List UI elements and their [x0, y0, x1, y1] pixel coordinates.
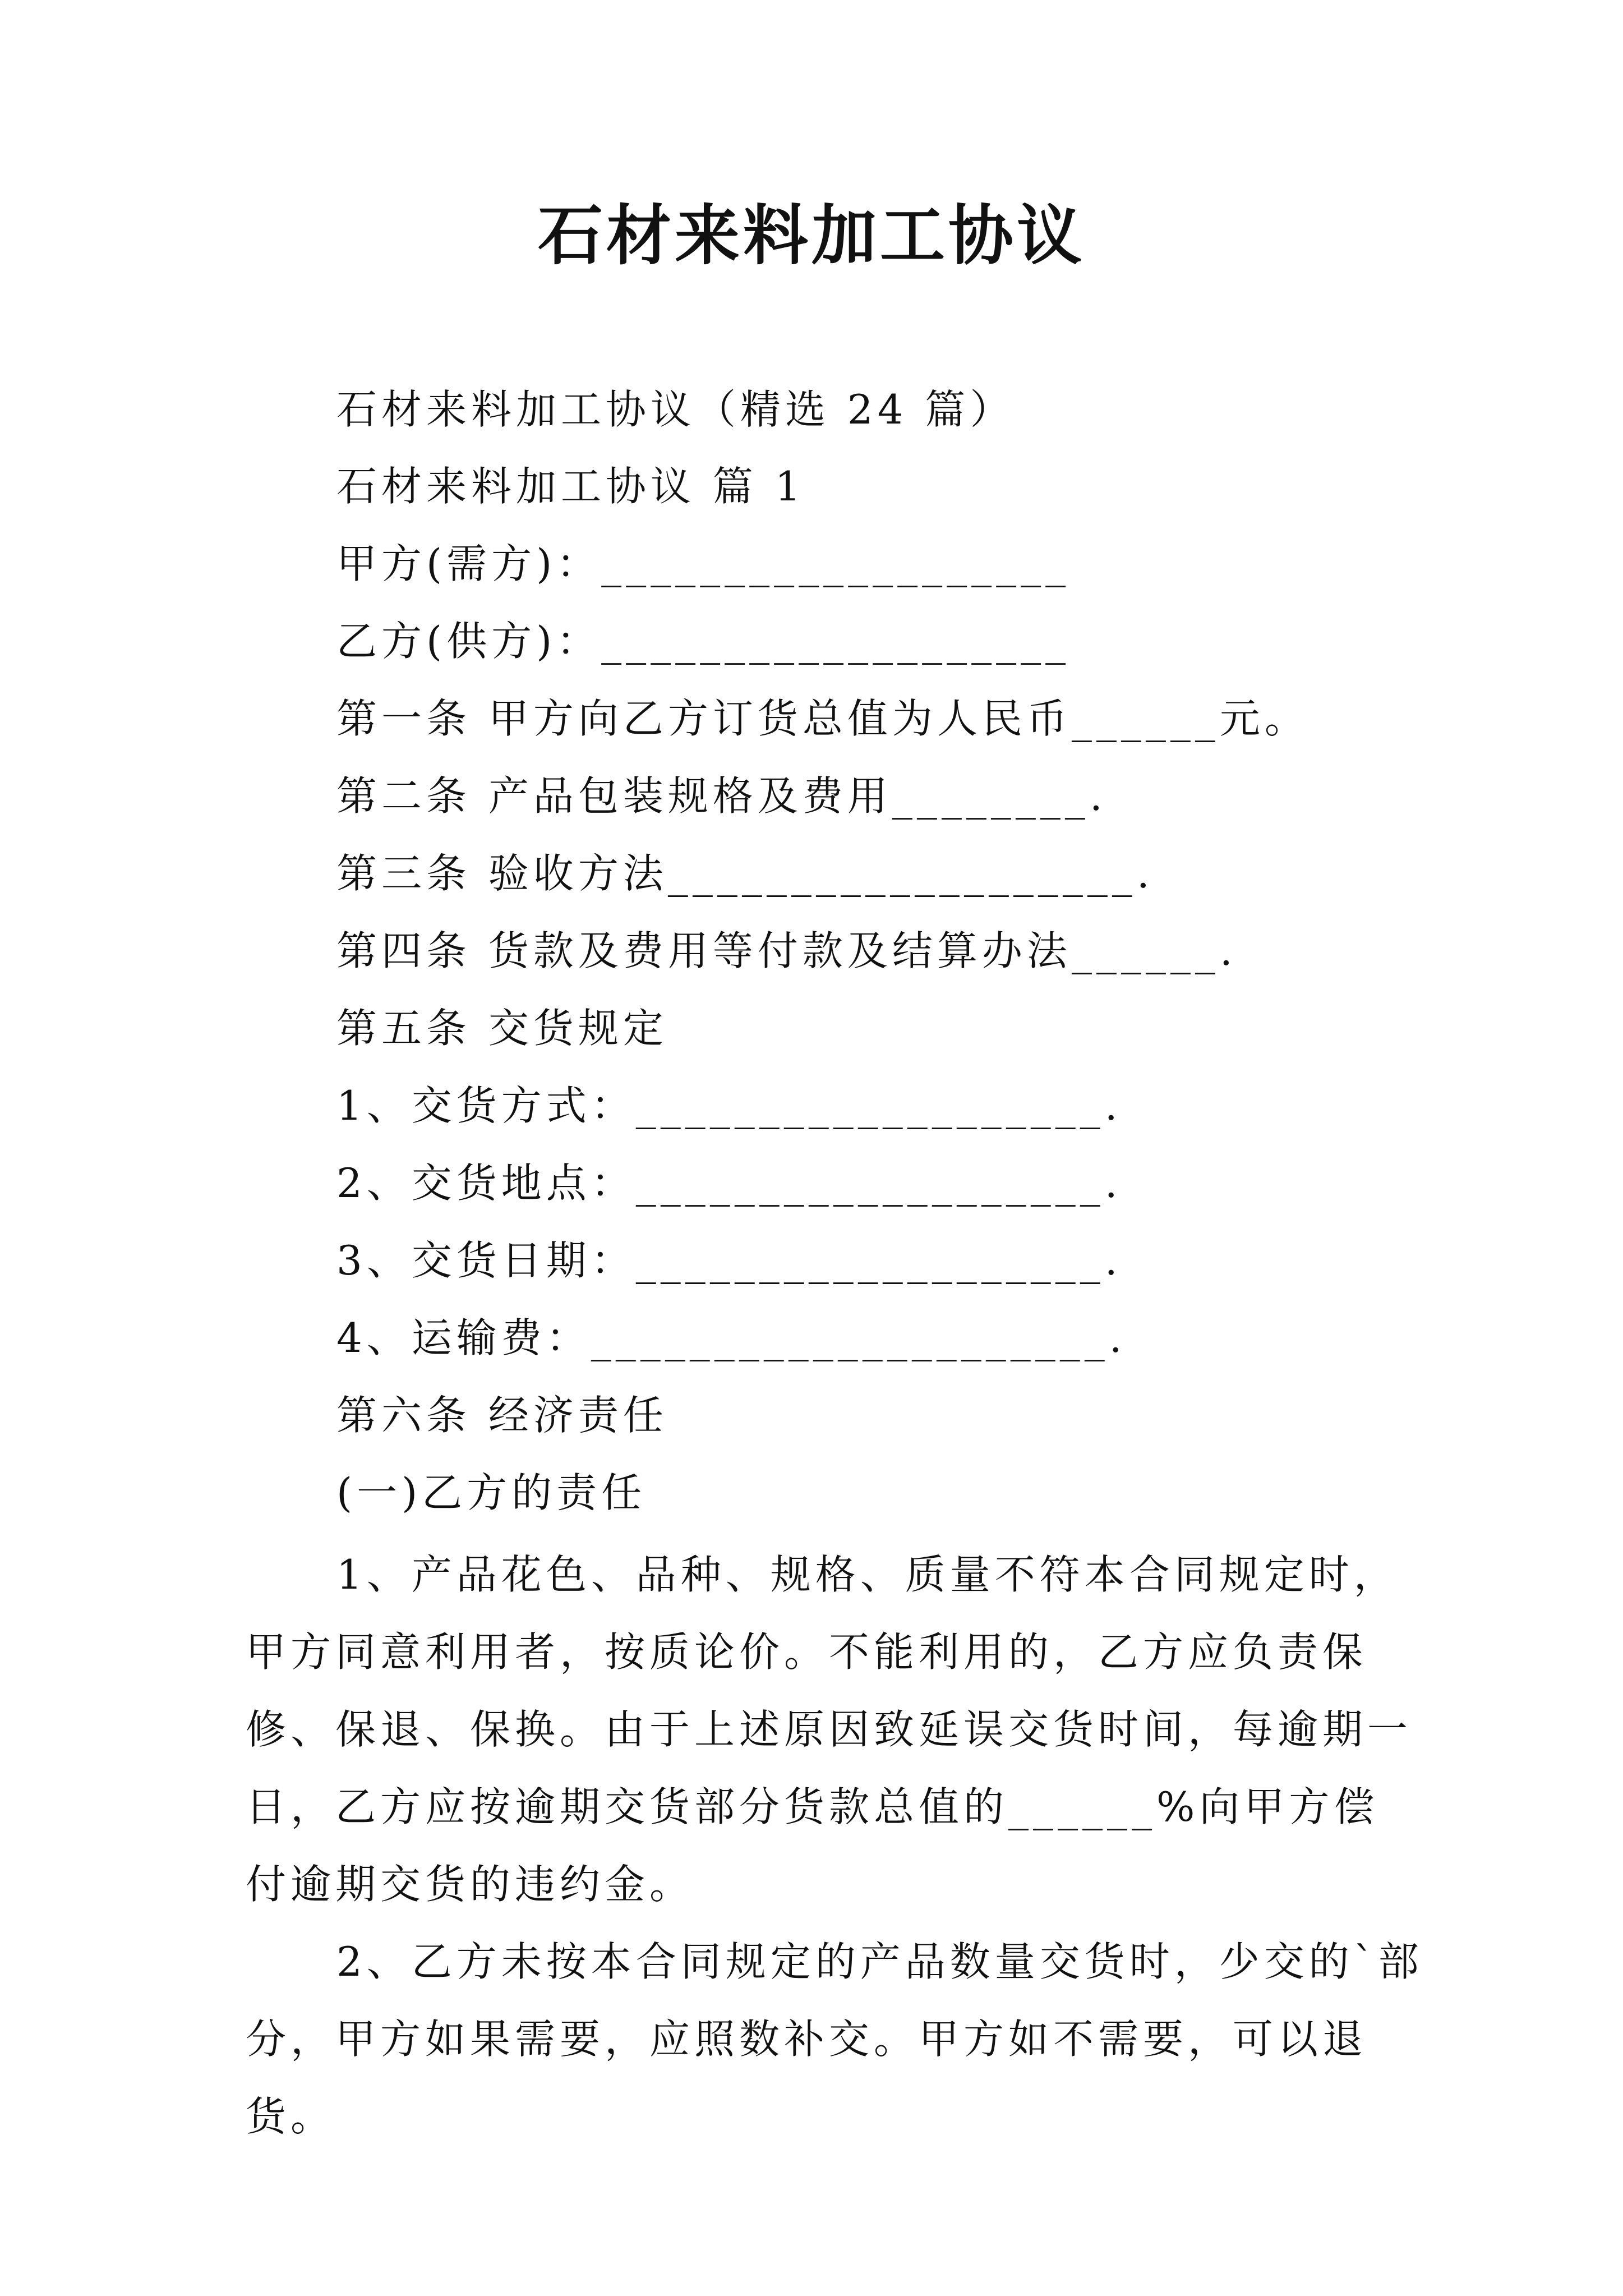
party-a-line: 甲方(需方)：___________________ — [336, 540, 1071, 587]
clause-1-paragraph: 1、产品花色、品种、规格、质量不符本合同规定时，甲方同意利用者，按质论价。不能利用的，乙方应负责保修、保退、保换。由于上述原因致延误交货时间，每逾期一日，乙方应按逾期交货部分货款总值的______%向甲方偿付逾期交货的违约金。 — [246, 1551, 1413, 1908]
transport-fee: 4、运输费：_____________________. — [336, 1314, 1127, 1361]
article-6: 第六条 经济责任 — [336, 1392, 668, 1439]
document-title: 石材来料加工协议 — [538, 197, 1085, 274]
article-2: 第二条 产品包装规格及费用________. — [336, 772, 1107, 820]
section-heading: 石材来料加工协议 篇 1 — [336, 463, 805, 510]
party-b-duty-heading: (一)乙方的责任 — [336, 1469, 647, 1516]
clause-2-paragraph: 2、乙方未按本合同规定的产品数量交货时，少交的`部分，甲方如果需要，应照数补交。甲方如不需要，可以退货。 — [246, 1938, 1423, 2140]
article-5: 第五条 交货规定 — [336, 1005, 668, 1052]
article-4: 第四条 货款及费用等付款及结算办法______. — [336, 927, 1237, 974]
party-b-line: 乙方(供方)：___________________ — [336, 618, 1071, 665]
article-3: 第三条 验收方法___________________. — [336, 850, 1154, 897]
article-1: 第一条 甲方向乙方订货总值为人民币______元。 — [336, 695, 1310, 742]
delivery-place: 2、交货地点：___________________. — [336, 1159, 1122, 1207]
document-subtitle: 石材来料加工协议（精选 24 篇） — [336, 386, 1015, 433]
delivery-date: 3、交货日期：___________________. — [336, 1237, 1122, 1284]
delivery-method: 1、交货方式：___________________. — [336, 1082, 1122, 1129]
